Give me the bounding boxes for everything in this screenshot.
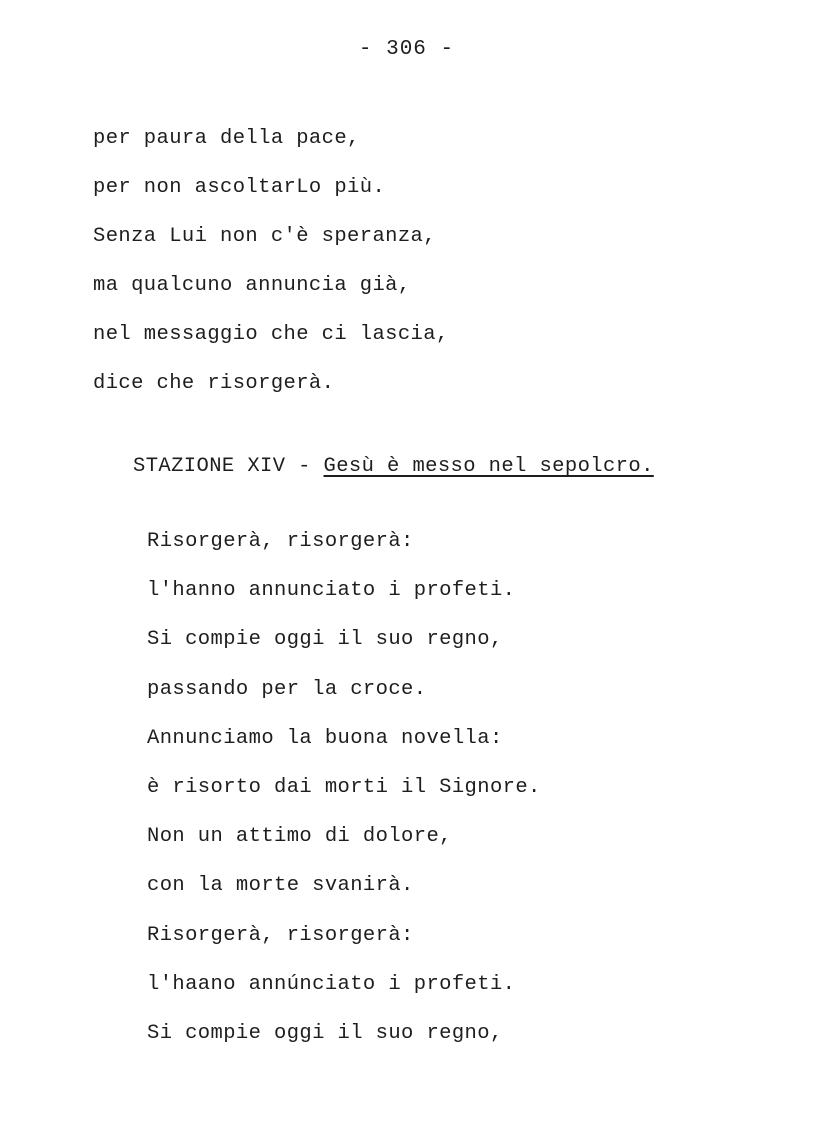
verse-line: Non un attimo di dolore, bbox=[147, 825, 452, 848]
verse-line: Si compie oggi il suo regno, bbox=[147, 1022, 503, 1045]
verse-line: dice che risorgerà. bbox=[93, 372, 335, 395]
verse-line: è risorto dai morti il Signore. bbox=[147, 776, 541, 799]
page-number: - 306 - bbox=[358, 38, 455, 61]
verse-line: Annunciamo la buona novella: bbox=[147, 727, 503, 750]
station-heading bbox=[133, 455, 654, 478]
station-title: Gesù è messo nel sepolcro. bbox=[323, 455, 654, 478]
verse-line: per paura della pace, bbox=[93, 127, 360, 150]
verse-line: passando per la croce. bbox=[147, 678, 427, 701]
verse-line: Risorgerà, risorgerà: bbox=[147, 530, 414, 553]
verse-line: per non ascoltarLo più. bbox=[93, 176, 386, 199]
verse-line: l'haano annúnciato i profeti. bbox=[147, 973, 516, 996]
verse-line: Senza Lui non c'è speranza, bbox=[93, 225, 436, 248]
verse-line: Risorgerà, risorgerà: bbox=[147, 924, 414, 947]
station-label: STAZIONE XIV - bbox=[133, 455, 311, 478]
verse-line: con la morte svanirà. bbox=[147, 874, 414, 897]
verse-line: l'hanno annunciato i profeti. bbox=[147, 579, 516, 602]
verse-line: nel messaggio che ci lascia, bbox=[93, 323, 449, 346]
verse-line: Si compie oggi il suo regno, bbox=[147, 628, 503, 651]
verse-line: ma qualcuno annuncia già, bbox=[93, 274, 411, 297]
